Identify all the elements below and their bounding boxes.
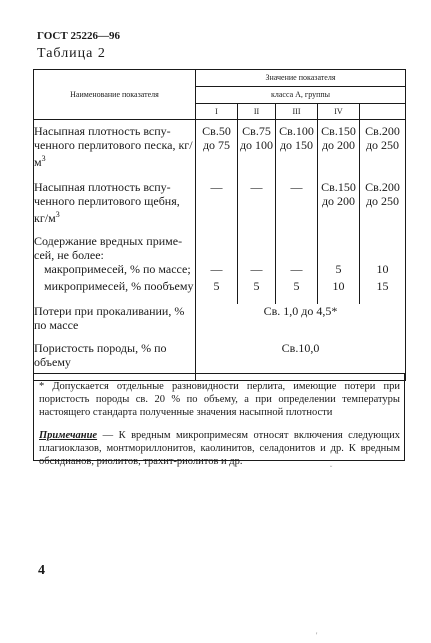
table-cell: 5 [318,262,360,279]
table-cell: — [276,180,318,234]
group-col-2: II [238,104,276,120]
table-row [34,180,406,234]
table-row [34,304,406,341]
scan-mark: ' [316,631,318,640]
table-cell: — [238,180,276,234]
row-label-macro: макропримесей, % по массе; [34,262,196,279]
row-label-gravel-density [34,180,196,234]
group-col-3: III [276,104,318,120]
unit-superscript: 3 [41,154,46,163]
row-label-impurities: Содержание вредных приме-сей, не более: [34,234,196,262]
merged-value-cell: Св.10,0 [196,341,406,381]
table-cell: Св.150 до 200 [318,180,360,234]
table-row [34,262,406,279]
table-cell: 5 [238,279,276,304]
table-cell: Св.200 до 250 [360,180,406,234]
unit-superscript: 3 [55,209,60,219]
indicator-table [33,69,406,381]
row-label-text: Насыпная плотность вспу-ченного перлитового песка, кг/м [34,124,193,169]
row-label-porosity: Пористость породы, % по объему [34,341,196,381]
table-cell: 10 [360,262,406,279]
table-row [34,234,406,262]
scan-mark: ᵕ [330,462,333,471]
notes-box [33,373,405,467]
remark-text: — К вредным микропримесям относят включения следующих плагиоклазов, монтмориллонитов, каолинитов, селадонитов и др. К вредным обсидианов, риолитов, трахит-риолитов и др. [39,430,400,467]
group-col-1: I [196,104,238,120]
table-cell: — [238,262,276,279]
remark-label: Примечание [39,430,98,441]
table-cell: — [276,262,318,279]
table-cell: 5 [276,279,318,304]
group-col-5 [360,104,406,120]
table-caption: Таблица 2 [37,46,106,61]
table-cell: 5 [196,279,238,304]
table-cell: Св.150 до 200 [318,120,360,180]
document-header: ГОСТ 25226—96 [37,30,120,42]
table-cell: — [196,180,238,234]
row-label-ignition-loss: Потери при прокаливании, % по массе [34,304,196,341]
column-header-name: Наименование показателя [34,70,196,120]
merged-value-cell: Св. 1,0 до 4,5* [196,304,406,341]
table-cell: Св.75 до 100 [238,120,276,180]
table-cell: — [196,262,238,279]
remark-paragraph [39,429,400,468]
column-header-group: класса А, группы [196,87,406,104]
row-label-sand-density [34,120,196,180]
table-row [34,279,406,304]
footnote-text: * Допускается отдельные разновидности перлита, имеющие потери при пористость породы св. 20 % по объему, а при определении температуры настоящего стандарта полученные значения насыпной плотности [39,381,400,418]
table-cell: Св.200 до 250 [360,120,406,180]
table-cell: Св.50 до 75 [196,120,238,180]
column-header-value: Значение показателя [196,70,406,87]
row-label-micro: микропримесей, % пообъему [34,279,196,304]
group-col-4: IV [318,104,360,120]
table-cell: 15 [360,279,406,304]
row-label-text: Насыпная плотность вспу-ченного перлитового щебня, кг/м [34,179,180,225]
page-number: 4 [38,563,45,578]
table-cell: Св.100 до 150 [276,120,318,180]
table-cell: 10 [318,279,360,304]
table-row [34,120,406,180]
